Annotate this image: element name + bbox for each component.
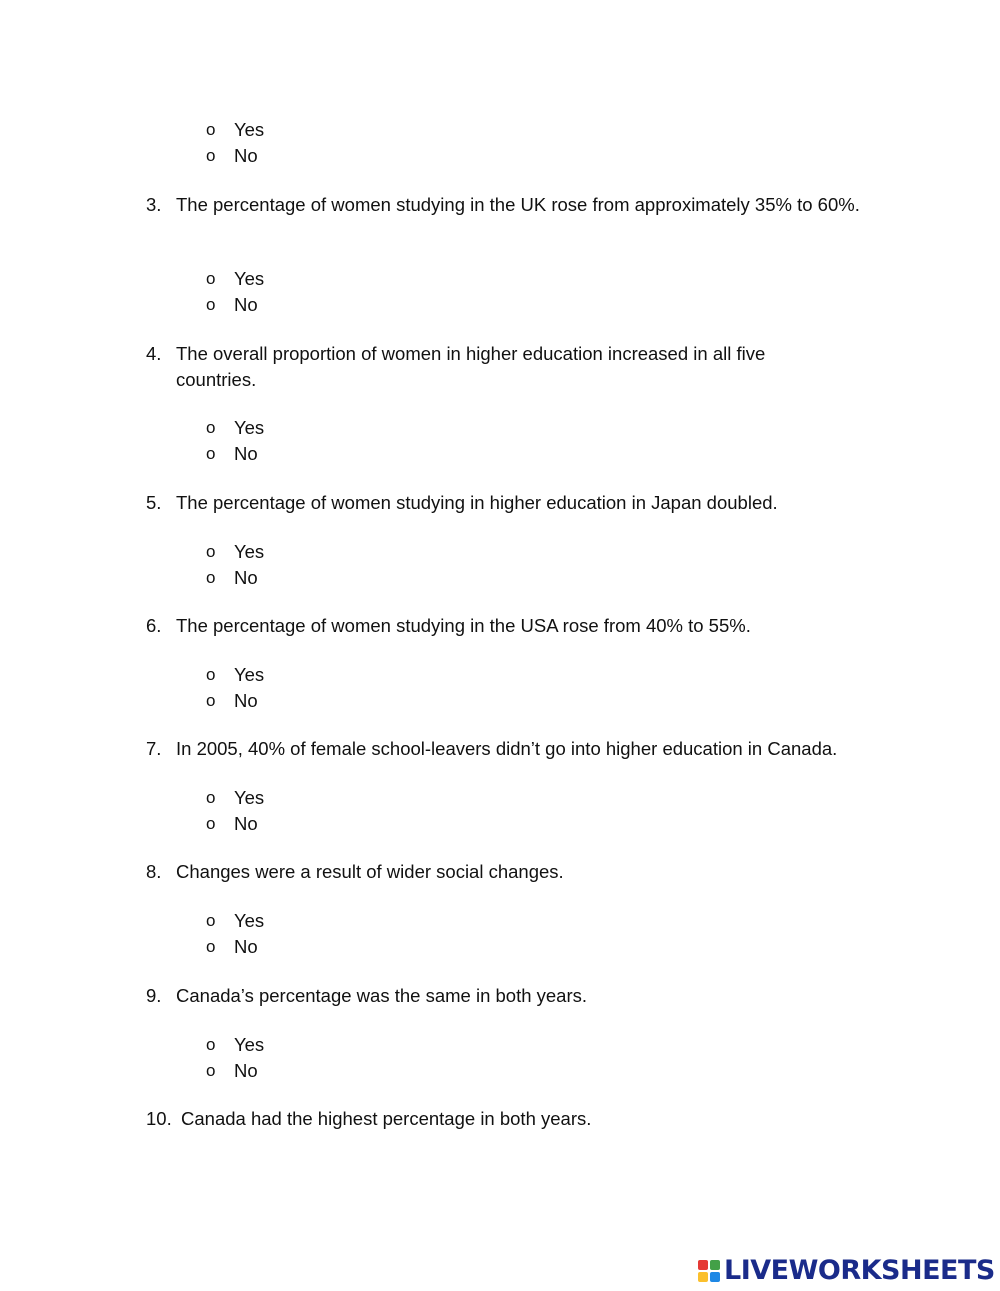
option-label: Yes xyxy=(234,119,265,140)
option-label: No xyxy=(234,1060,258,1081)
question-number: 3. xyxy=(146,194,162,215)
radio-bullet-icon: o xyxy=(206,788,216,807)
option-label: No xyxy=(234,443,258,464)
question-number: 4. xyxy=(146,343,162,364)
radio-bullet-icon: o xyxy=(206,665,216,684)
radio-bullet-icon: o xyxy=(206,120,216,139)
logo-blocks-icon xyxy=(698,1260,720,1282)
option-label: No xyxy=(234,567,258,588)
question-number: 5. xyxy=(146,492,162,513)
radio-bullet-icon: o xyxy=(206,444,216,463)
option-label: Yes xyxy=(234,910,265,931)
logo-block-red xyxy=(698,1260,708,1270)
question-9 xyxy=(146,983,886,1009)
question-7 xyxy=(146,736,886,762)
radio-bullet-icon: o xyxy=(206,542,216,561)
question-text: The overall proportion of women in higher education increased in all five countries. xyxy=(176,343,766,390)
logo-block-blue xyxy=(710,1272,720,1282)
question-text: Canada’s percentage was the same in both years. xyxy=(176,985,588,1006)
question-text: The percentage of women studying in the USA rose from 40% to 55%. xyxy=(176,615,751,636)
question-4 xyxy=(146,341,886,393)
question-text: In 2005, 40% of female school-leavers didn’t go into higher education in Canada. xyxy=(176,738,838,759)
logo-block-yellow xyxy=(698,1272,708,1282)
option-label: Yes xyxy=(234,541,265,562)
question-number: 6. xyxy=(146,615,162,636)
question-6 xyxy=(146,613,886,639)
option-label: Yes xyxy=(234,417,265,438)
radio-bullet-icon: o xyxy=(206,146,216,165)
option-label: Yes xyxy=(234,664,265,685)
question-number: 10. xyxy=(146,1108,172,1129)
radio-bullet-icon: o xyxy=(206,937,216,956)
option-label: No xyxy=(234,145,258,166)
radio-bullet-icon: o xyxy=(206,568,216,587)
radio-bullet-icon: o xyxy=(206,691,216,710)
question-number: 7. xyxy=(146,738,162,759)
question-10 xyxy=(146,1106,886,1132)
radio-bullet-icon: o xyxy=(206,269,216,288)
radio-bullet-icon: o xyxy=(206,295,216,314)
question-text: The percentage of women studying in the UK rose from approximately 35% to 60%. xyxy=(176,194,860,215)
radio-bullet-icon: o xyxy=(206,814,216,833)
option-label: No xyxy=(234,690,258,711)
question-8 xyxy=(146,859,886,885)
option-label: No xyxy=(234,813,258,834)
question-text: Changes were a result of wider social changes. xyxy=(176,861,564,882)
option-label: Yes xyxy=(234,268,265,289)
logo-text: LIVEWORKSHEETS xyxy=(724,1255,995,1286)
option-label: No xyxy=(234,294,258,315)
radio-bullet-icon: o xyxy=(206,911,216,930)
option-label: Yes xyxy=(234,1034,265,1055)
question-number: 9. xyxy=(146,985,162,1006)
question-text: The percentage of women studying in higher education in Japan doubled. xyxy=(176,492,778,513)
liveworksheets-logo[interactable] xyxy=(698,1254,995,1288)
option-label: No xyxy=(234,936,258,957)
question-3 xyxy=(146,192,886,218)
radio-bullet-icon: o xyxy=(206,1061,216,1080)
question-number: 8. xyxy=(146,861,162,882)
question-text: Canada had the highest percentage in both years. xyxy=(181,1108,592,1129)
radio-bullet-icon: o xyxy=(206,1035,216,1054)
question-5 xyxy=(146,490,886,516)
logo-block-green xyxy=(710,1260,720,1270)
radio-bullet-icon: o xyxy=(206,418,216,437)
option-label: Yes xyxy=(234,787,265,808)
